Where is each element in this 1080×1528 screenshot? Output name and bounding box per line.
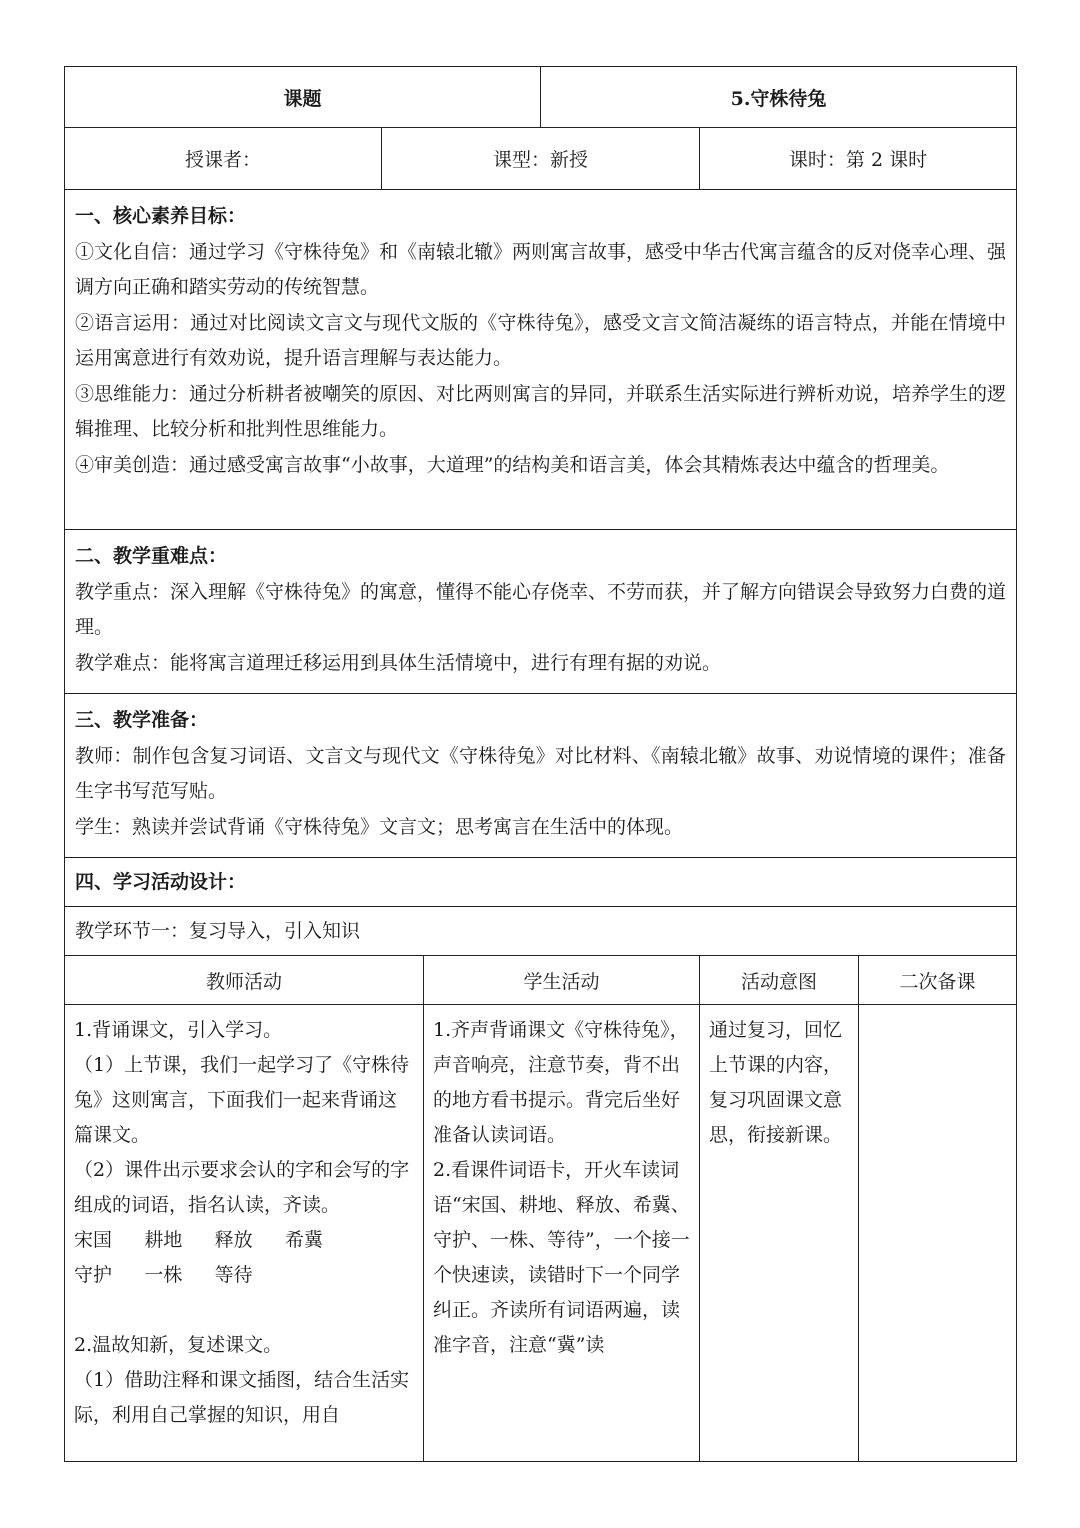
vocab-word: 宋国: [74, 1229, 113, 1251]
preparation-section: [65, 694, 1017, 858]
teacher-step: （2）课件出示要求会认的字和会写的字组成的词语，指名认读，齐读。: [74, 1159, 410, 1216]
lesson-type: 课型：新授: [382, 128, 700, 190]
col-header-intent: 活动意图: [700, 956, 859, 1005]
lesson-plan: [64, 66, 1016, 1462]
lesson-plan-table: [64, 66, 1017, 1462]
col-header-student: 学生活动: [424, 956, 700, 1005]
student-step: 2.看课件词语卡，开火车读词语“宋国、耕地、释放、希冀、守护、一株、等待”，一个接一个快速读，读错时下一个同学纠正。齐读所有词语两遍，读准字音，注意“冀”读: [433, 1159, 690, 1356]
topic-row: [65, 67, 1017, 128]
teacher-label: 授课者：: [65, 128, 382, 190]
key-points-section: [65, 530, 1017, 694]
key-points-row: [65, 530, 1017, 694]
teacher-step: （1）借助注释和课文插图，结合生活实际，利用自己掌握的知识，用自: [74, 1369, 410, 1426]
goal-item: ②语言运用：通过对比阅读文言文与现代文版的《守株待兔》，感受文言文简洁凝练的语言特点，并能在情境中运用寓意进行有效劝说，提升语言理解与表达能力。: [75, 311, 1007, 369]
segment-title: 教学环节一：复习导入，引入知识: [65, 907, 1017, 956]
teacher-activity: [65, 1005, 424, 1462]
preparation-title: 三、教学准备：: [75, 709, 209, 731]
vocab-line: [74, 1223, 414, 1258]
segment-row: [65, 907, 1017, 956]
vocab-word: 耕地: [144, 1229, 183, 1251]
student-step: 1.齐声背诵课文《守株待兔》，声音响亮，注意节奏，背不出的地方看书提示。背完后坐好准备认读词语。: [433, 1019, 689, 1146]
teacher-step: 1.背诵课文，引入学习。: [74, 1019, 283, 1041]
activities-title-row: [65, 858, 1017, 907]
key-points-title: 二、教学重难点：: [75, 545, 228, 567]
key-point-focus: 教学重点：深入理解《守株待兔》的寓意，懂得不能心存侥幸、不劳而获，并了解方向错误会导致努力白费的道理。: [75, 580, 1007, 638]
vocab-word: 等待: [214, 1264, 253, 1286]
topic-label: 课题: [65, 67, 541, 128]
activity-row: [65, 1005, 1017, 1462]
col-header-teacher: 教师活动: [65, 956, 424, 1005]
student-activity: [424, 1005, 700, 1462]
column-header-row: [65, 956, 1017, 1005]
activities-title: 四、学习活动设计：: [65, 858, 1017, 907]
activity-intent: 通过复习，回忆上节课的内容，复习巩固课文意思，衔接新课。: [700, 1005, 859, 1462]
lesson-period: 课时：第 2 课时: [700, 128, 1017, 190]
teacher-step: （1）上节课，我们一起学习了《守株待兔》这则寓言，下面我们一起来背诵这篇课文。: [74, 1054, 410, 1146]
vocab-word: 一株: [144, 1264, 183, 1286]
goal-item: ③思维能力：通过分析耕者被嘲笑的原因、对比两则寓言的异同，并联系生活实际进行辨析劝说，培养学生的逻辑推理、比较分析和批判性思维能力。: [75, 382, 1007, 440]
second-prep: [859, 1005, 1017, 1462]
preparation-student: 学生：熟读并尝试背诵《守株待兔》文言文；思考寓言在生活中的体现。: [75, 815, 684, 838]
meta-row: [65, 128, 1017, 190]
preparation-teacher: 教师：制作包含复习词语、文言文与现代文《守株待兔》对比材料、《南辕北辙》故事、劝说情境的课件；准备生字书写范写贴。: [75, 744, 1007, 802]
goals-row: [65, 190, 1017, 530]
vocab-word: 希冀: [284, 1229, 323, 1251]
goal-item: ④审美创造：通过感受寓言故事“小故事，大道理”的结构美和语言美，体会其精炼表达中蕴含的哲理美。: [75, 453, 950, 476]
goals-section: [65, 190, 1017, 530]
vocab-line: [74, 1258, 414, 1293]
goals-title: 一、核心素养目标：: [75, 205, 247, 227]
vocab-word: 守护: [74, 1264, 113, 1286]
teacher-step: 2.温故知新，复述课文。: [74, 1334, 283, 1356]
vocab-word: 释放: [214, 1229, 253, 1251]
goal-item: ①文化自信：通过学习《守株待兔》和《南辕北辙》两则寓言故事，感受中华古代寓言蕴含的反对侥幸心理、强调方向正确和踏实劳动的传统智慧。: [75, 240, 1007, 298]
preparation-row: [65, 694, 1017, 858]
key-point-difficulty: 教学难点：能将寓言道理迁移运用到具体生活情境中，进行有理有据的劝说。: [75, 651, 722, 674]
topic-value: 5.守株待兔: [541, 67, 1017, 128]
col-header-second-prep: 二次备课: [859, 956, 1017, 1005]
